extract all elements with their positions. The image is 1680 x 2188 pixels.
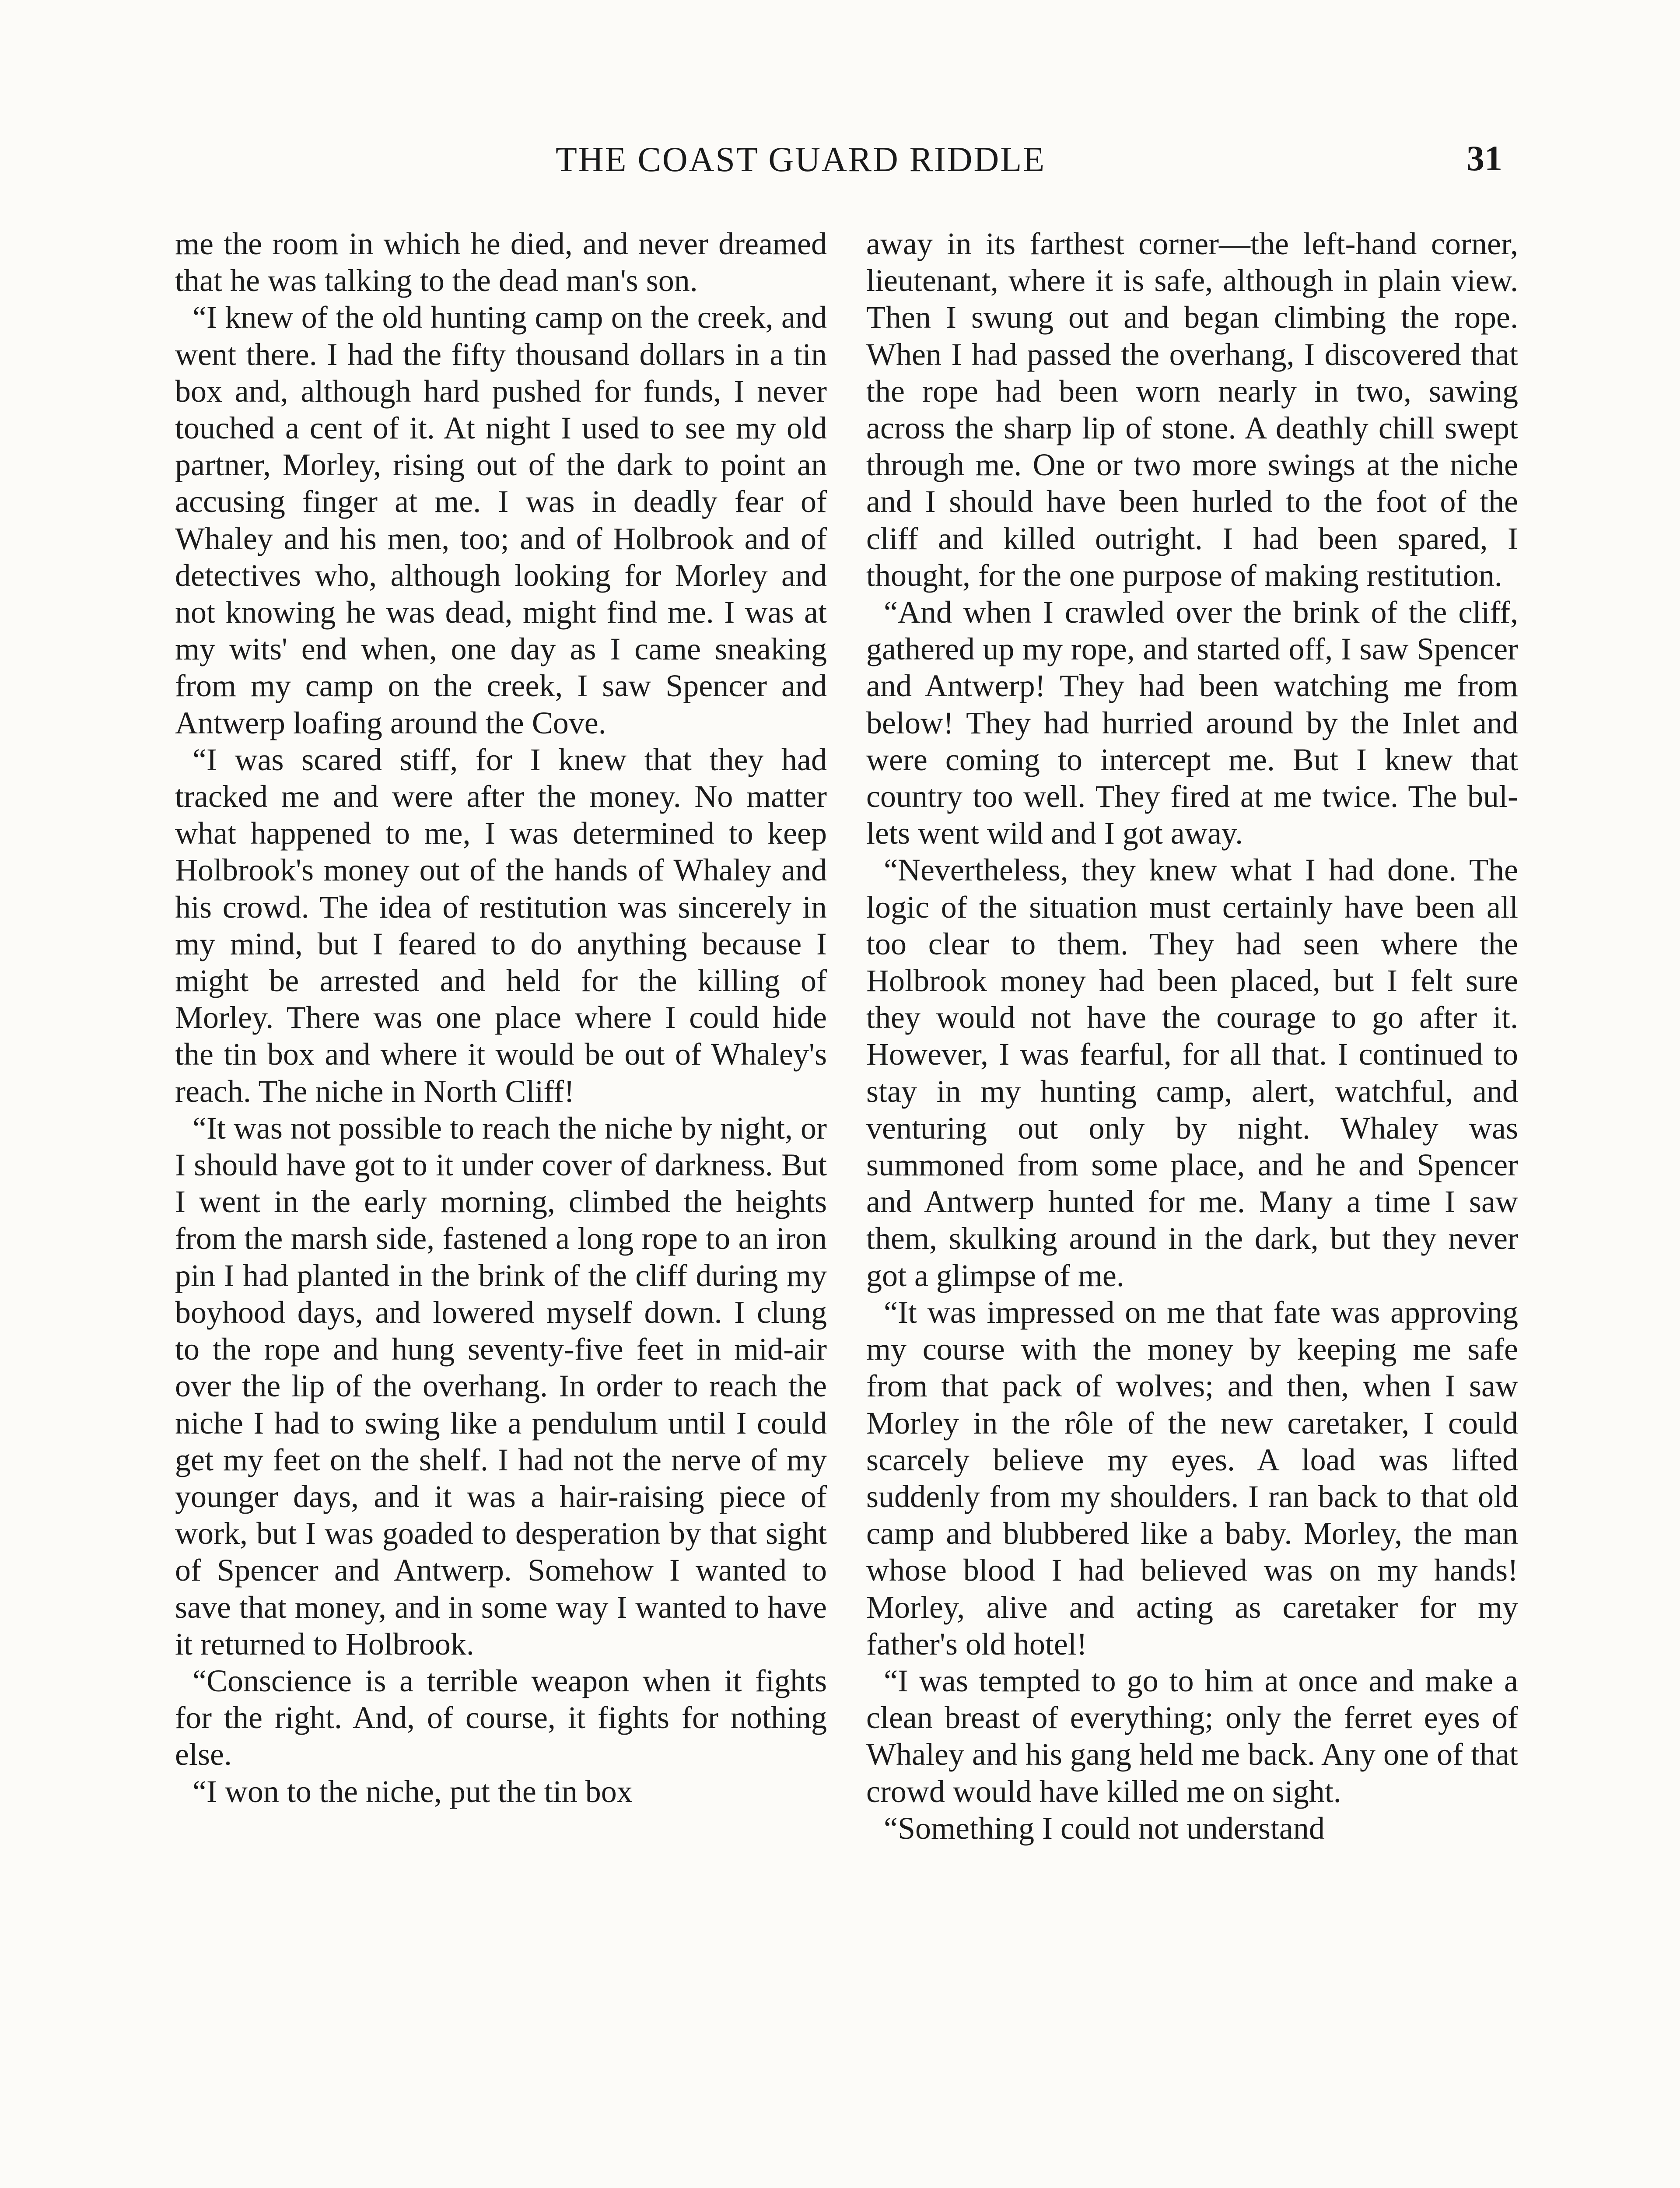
paragraph: “Something I could not understand [884,1810,1325,1846]
paragraph: “It was impressed on me that fate was approving my course with the money by keeping me safe from that pack of wolves; and then, when I saw Morley in the rôle of the new caretaker, I could scarcely believe my eyes. A load was lifted suddenly from my shoulders. I ran back to that old camp and blubbered like a baby. Morley, the man whose blood I had believed was on my hands! Morley, alive and acting as caretaker for my father's old hotel! [866,1294,1518,1662]
paragraph: “Conscience is a terrible weapon when it fights for the right. And, of course, it fights for nothing else. [175,1663,827,1772]
paragraph: “I won to the niche, put the tin box [192,1774,633,1809]
paragraph: me the room in which he died, and never dreamed that he was talking to the dead man's son. [175,226,827,298]
paragraph: “It was not possible to reach the niche by night, or I should have got to it under cover of darkness. But I went in the early morning, climbed the heights from the marsh side, fastened a long rope to an iron pin I had planted in the brink of the cliff during my boyhood days, and lowered myself down. I clung to the rope and hung seventy-five feet in mid-air over the lip of the overhang. In order to reach the niche I had to swing like a pendulum until I could get my feet on the shelf. I had not the nerve of my younger days, and it was a hair-raising piece of work, but I was goaded to desperation by that sight of Spencer and Antwerp. Somehow I wanted to save that money, and in some way I wanted to have it returned to Holbrook. [175,1110,827,1662]
page-number: 31 [1466,138,1502,178]
left-text-column [175,225,827,1810]
paragraph: “Nevertheless, they knew what I had done. The logic of the situation must certainly have been all too clear to them. They had seen where the Holbrook money had been placed, but I felt sure they would not have the courage to go after it. However, I was fearful, for all that. I continued to stay in my hunting camp, alert, watchful, and venturing out only by night. Whaley was summoned from some place, and he and Spencer and Antwerp hunted for me. Many a time I saw them, skulking around in the dark, but they never got a glimpse of me. [866,852,1518,1293]
paragraph: “I knew of the old hunting camp on the creek, and went there. I had the fifty thousand dollars in a tin box and, although hard pushed for funds, I never touched a cent of it. At night I used to see my old partner, Morley, rising out of the dark to point an accusing finger at me. I was in deadly fear of Whaley and his men, too; and of Holbrook and of detectives who, although looking for Morley and not knowing he was dead, might find me. I was at my wits' end when, one day as I came sneaking from my camp on the creek, I saw Spencer and Antwerp loafing around the Cove. [175,300,827,740]
running-head-title: THE COAST GUARD RIDDLE [556,140,1046,179]
right-text-column [866,225,1518,1847]
paragraph: “I was scared stiff, for I knew that they had tracked me and were after the money. No matter what happened to me, I was determined to keep Holbrook's money out of the hands of Whaley and his crowd. The idea of restitution was sincerely in my mind, but I feared to do anything because I might be arrested and held for the killing of Morley. There was one place where I could hide the tin box and where it would be out of Whaley's reach. The niche in North Cliff! [175,742,827,1109]
paragraph: “I was tempted to go to him at once and make a clean breast of everything; only the ferret eyes of Whaley and his gang held me back. Any one of that crowd would have killed me on sight. [866,1663,1518,1809]
paragraph: away in its farthest corner—the left-hand corner, lieutenant, where it is safe, although in plain view. Then I swung out and began climbing the rope. When I had passed the overhang, I discovered that the rope had been worn nearly in two, sawing across the sharp lip of stone. A deathly chill swept through me. One or two more swings at the niche and I should have been hurled to the foot of the cliff and killed outright. I had been spared, I thought, for the one purpose of making restitution. [866,226,1518,593]
paragraph: “And when I crawled over the brink of the cliff, gathered up my rope, and started off, I saw Spencer and Antwerp! They had been watching me from below! They had hurried around by the Inlet and were coming to intercept me. But I knew that country too well. They fired at me twice. The bullets went wild and I got away. [866,595,1518,851]
